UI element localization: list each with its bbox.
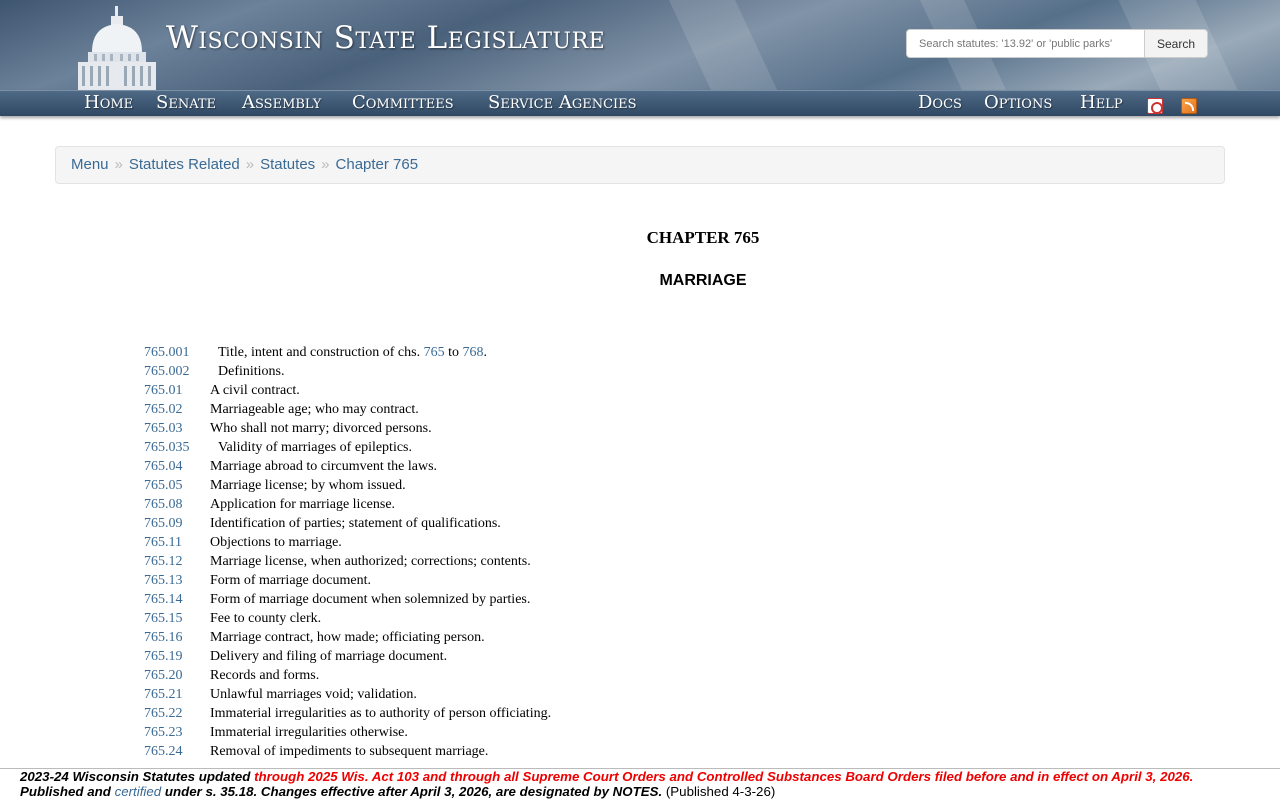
- nav-home[interactable]: Home: [84, 92, 134, 113]
- section-title: Form of marriage document when solemnized by parties.: [210, 592, 531, 607]
- section-title: Immaterial irregularities as to authority of person officiating.: [210, 706, 552, 721]
- rss-icon[interactable]: [1181, 98, 1197, 114]
- section-title: Definitions.: [218, 364, 285, 379]
- site-header: [0, 0, 1280, 90]
- chapter-title: CHAPTER 765: [646, 228, 760, 247]
- footer-update-status: through 2025 Wis. Act 103 and through all Supreme Court Orders and Controlled Substances Board Orders filed before and in effect on April 3, 2026.: [254, 769, 1194, 784]
- section-title: Delivery and filing of marriage document.: [210, 649, 448, 664]
- chapter-link[interactable]: 768: [462, 345, 484, 360]
- site-title[interactable]: Wisconsin State Legislature: [166, 20, 606, 56]
- section-title-end: .: [483, 345, 487, 360]
- section-link[interactable]: 765.035: [144, 440, 190, 455]
- section-link[interactable]: 765.04: [144, 459, 183, 474]
- toc-row: [144, 457, 551, 476]
- nav-committees[interactable]: Committees: [352, 92, 454, 113]
- toc-row: [144, 400, 551, 419]
- section-title: Form of marriage document.: [210, 573, 371, 588]
- section-link[interactable]: 765.15: [144, 611, 183, 626]
- footer-published-label: Published and: [20, 784, 115, 799]
- section-title: Marriageable age; who may contract.: [210, 402, 419, 417]
- toc-row: [144, 362, 551, 381]
- section-title: Removal of impediments to subsequent marriage.: [210, 744, 489, 759]
- section-link[interactable]: 765.02: [144, 402, 183, 417]
- toc-row: [144, 571, 551, 590]
- breadcrumb: [55, 146, 1225, 184]
- toc-row: [144, 495, 551, 514]
- toc-row: [144, 647, 551, 666]
- section-link[interactable]: 765.11: [144, 535, 182, 550]
- section-title: Application for marriage license.: [210, 497, 396, 512]
- section-title: Marriage license; by whom issued.: [210, 478, 406, 493]
- section-title: A civil contract.: [210, 383, 300, 398]
- section-link[interactable]: 765.05: [144, 478, 183, 493]
- section-link[interactable]: 765.001: [144, 345, 190, 360]
- section-link[interactable]: 765.03: [144, 421, 183, 436]
- toc-row: [144, 476, 551, 495]
- footer-notice: [0, 768, 1280, 800]
- section-title: Fee to county clerk.: [210, 611, 322, 626]
- toc-row: [144, 590, 551, 609]
- nav-service-agencies[interactable]: Service Agencies: [488, 92, 637, 113]
- footer-notes: under s. 35.18. Changes effective after April 3, 2026, are designated by NOTES.: [161, 784, 663, 799]
- section-link[interactable]: 765.23: [144, 725, 183, 740]
- footer-line-1: [20, 769, 1280, 784]
- section-title: Identification of parties; statement of qualifications.: [210, 516, 501, 531]
- footer-updated-label: 2023-24 Wisconsin Statutes updated: [20, 769, 255, 784]
- table-of-contents: [144, 343, 551, 761]
- capitol-logo[interactable]: [72, 4, 162, 90]
- section-title: Immaterial irregularities otherwise.: [210, 725, 408, 740]
- toc-row: [144, 438, 551, 457]
- nav-help[interactable]: Help: [1080, 92, 1123, 113]
- section-link[interactable]: 765.14: [144, 592, 183, 607]
- toc-row: [144, 685, 551, 704]
- toc-row: [144, 533, 551, 552]
- section-title: Validity of marriages of epileptics.: [218, 440, 412, 455]
- section-link[interactable]: 765.13: [144, 573, 183, 588]
- breadcrumb-separator: »: [245, 156, 255, 173]
- toc-row: [144, 742, 551, 761]
- breadcrumb-statutes-related[interactable]: Statutes Related: [128, 156, 240, 173]
- section-title-mid: to: [444, 345, 463, 360]
- toc-row: [144, 343, 551, 362]
- section-link[interactable]: 765.22: [144, 706, 183, 721]
- section-link[interactable]: 765.24: [144, 744, 183, 759]
- main-nav: [0, 90, 1280, 116]
- section-title: Objections to marriage.: [210, 535, 342, 550]
- nav-senate[interactable]: Senate: [156, 92, 217, 113]
- section-title: Marriage abroad to circumvent the laws.: [210, 459, 438, 474]
- toc-row: [144, 381, 551, 400]
- breadcrumb-separator: »: [114, 156, 123, 173]
- nav-docs[interactable]: Docs: [918, 92, 962, 113]
- section-link[interactable]: 765.12: [144, 554, 183, 569]
- breadcrumb-statutes[interactable]: Statutes: [260, 156, 316, 173]
- toc-row: [144, 552, 551, 571]
- section-link[interactable]: 765.01: [144, 383, 183, 398]
- breadcrumb-chapter[interactable]: Chapter 765: [335, 156, 419, 173]
- certified-link[interactable]: certified: [114, 784, 162, 799]
- toc-row: [144, 723, 551, 742]
- breadcrumb-menu[interactable]: Menu: [71, 156, 109, 173]
- section-link[interactable]: 765.19: [144, 649, 183, 664]
- footer-line-2: [20, 784, 1280, 799]
- section-link[interactable]: 765.002: [144, 364, 190, 379]
- section-link[interactable]: 765.21: [144, 687, 183, 702]
- search-button[interactable]: Search: [1144, 29, 1208, 58]
- section-title: Marriage contract, how made; officiating person.: [210, 630, 485, 645]
- search-input[interactable]: [906, 29, 1145, 58]
- section-title: Records and forms.: [210, 668, 320, 683]
- published-date: (Published 4-3-26): [662, 784, 776, 799]
- toc-row: [144, 628, 551, 647]
- section-title: Unlawful marriages void; validation.: [210, 687, 417, 702]
- toc-row: [144, 666, 551, 685]
- toc-row: [144, 609, 551, 628]
- section-title: Title, intent and construction of chs.: [218, 345, 424, 360]
- nav-options[interactable]: Options: [984, 92, 1053, 113]
- section-link[interactable]: 765.09: [144, 516, 183, 531]
- nav-assembly[interactable]: Assembly: [242, 92, 322, 113]
- section-link[interactable]: 765.08: [144, 497, 183, 512]
- section-title: Who shall not marry; divorced persons.: [210, 421, 432, 436]
- toc-row: [144, 704, 551, 723]
- header-texture: [661, 0, 800, 90]
- breadcrumb-separator: »: [321, 156, 330, 173]
- toc-row: [144, 514, 551, 533]
- section-link[interactable]: 765.16: [144, 630, 183, 645]
- section-link[interactable]: 765.20: [144, 668, 183, 683]
- toc-row: [144, 419, 551, 438]
- chapter-link[interactable]: 765: [423, 345, 445, 360]
- chapter-subtitle: MARRIAGE: [659, 272, 747, 289]
- section-title: Marriage license, when authorized; corrections; contents.: [210, 554, 531, 569]
- pdf-icon[interactable]: [1147, 98, 1163, 114]
